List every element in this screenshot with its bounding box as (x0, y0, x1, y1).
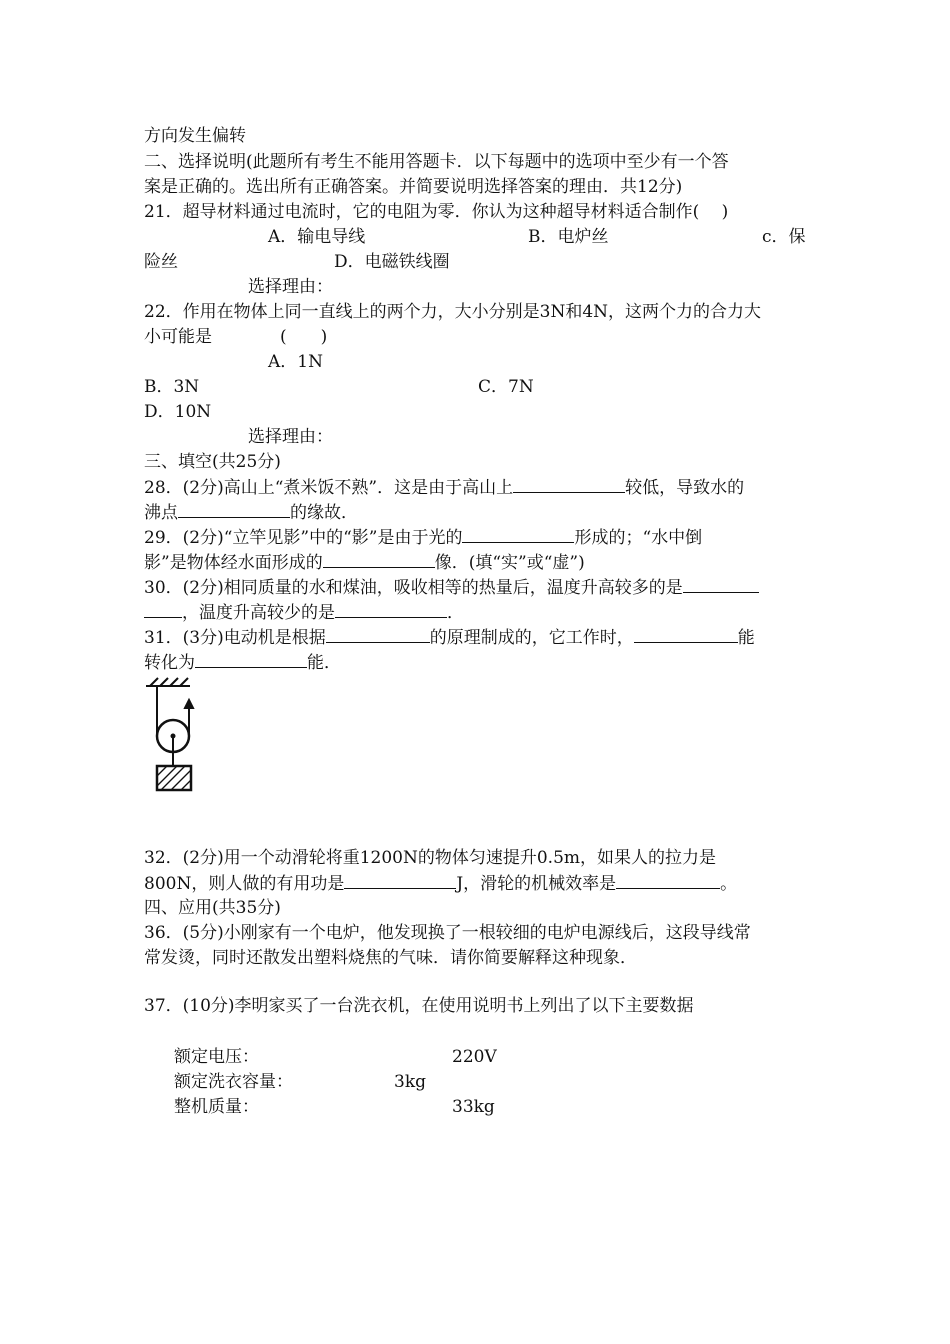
answer-blank[interactable] (513, 475, 625, 493)
answer-blank[interactable] (326, 625, 430, 643)
question-37: 37．(10分)李明家买了一台洗衣机，在使用说明书上列出了以下主要数据 (144, 996, 694, 1016)
text-line (144, 871, 737, 896)
spec-label: 整机质量： (174, 1097, 259, 1117)
text-line (144, 600, 464, 625)
pulley-axle (171, 734, 176, 739)
answer-blank[interactable] (616, 871, 720, 889)
option-a: A．1N (268, 352, 323, 372)
text: 转化为 (144, 653, 195, 673)
question-22: 22．作用在物体上同一直线上的两个力，大小分别是3N和4N，这两个力的合力大 (144, 302, 762, 322)
question-31 (144, 625, 755, 650)
spec-value: 3kg (394, 1072, 426, 1092)
text: 能 (737, 628, 755, 648)
text: 28．(2分)高山上“煮米饭不熟”．这是由于高山上 (144, 478, 514, 498)
text: J，滑轮的机械效率是 (456, 874, 617, 894)
answer-blank[interactable] (462, 525, 574, 543)
weight-block (157, 766, 191, 790)
spec-value: 220V (452, 1047, 497, 1067)
text: 形成的；“水中倒 (574, 528, 703, 548)
text: 30．(2分)相同质量的水和煤油，吸收相等的热量后，温度升高较多的是 (144, 578, 683, 598)
ceiling-hatch (146, 678, 190, 686)
question-28 (144, 475, 744, 500)
text-line: 小可能是 ( ) (144, 327, 328, 347)
text: 像．(填“实”或“虚”) (434, 553, 585, 573)
text: 。 (720, 874, 738, 894)
text: 的缘故． (290, 503, 358, 523)
text-line (144, 550, 585, 575)
option-c: c．保 (762, 227, 806, 247)
pulley-diagram (144, 676, 204, 794)
section-4-heading: 四、应用(共35分) (144, 898, 281, 918)
text: 能． (307, 653, 341, 673)
option-a: A．输电导线 (268, 227, 366, 247)
answer-blank[interactable] (178, 500, 290, 518)
text: ． (447, 603, 464, 623)
answer-blank[interactable] (683, 575, 759, 593)
question-30 (144, 575, 759, 600)
text-line: 方向发生偏转 (144, 126, 246, 146)
answer-blank[interactable] (195, 650, 307, 668)
text-line: 案是正确的。选出所有正确答案。并简要说明选择答案的理由．共12分) (144, 177, 683, 197)
text: 29．(2分)“立竿见影”中的“影”是由于光的 (144, 528, 463, 548)
spec-label: 额定洗衣容量： (174, 1072, 293, 1092)
question-29 (144, 525, 702, 550)
reason-label: 选择理由： (248, 277, 333, 297)
text: 31．(3分)电动机是根据 (144, 628, 326, 648)
text: ，温度升高较少的是 (182, 603, 335, 623)
text: 较低，导致水的 (625, 478, 745, 498)
text-line: 常发烫，同时还散发出塑料烧焦的气味．请你简要解释这种现象． (144, 948, 637, 968)
option-b: B．电炉丝 (528, 227, 609, 247)
text: 影”是物体经水面形成的 (144, 553, 323, 573)
text: 沸点 (144, 503, 178, 523)
answer-blank[interactable] (323, 550, 435, 568)
answer-blank[interactable] (344, 871, 456, 889)
question-21: 21．超导材料通过电流时，它的电阻为零．你认为这种超导材料适合制作( ) (144, 202, 729, 222)
text-line (144, 650, 341, 675)
text: 800N，则人做的有用功是 (144, 874, 345, 894)
answer-blank[interactable] (144, 600, 182, 618)
option-b: B．3N (144, 377, 200, 397)
option-c: C．7N (478, 377, 534, 397)
answer-blank[interactable] (634, 625, 738, 643)
question-32: 32．(2分)用一个动滑轮将重1200N的物体匀速提升0.5m，如果人的拉力是 (144, 848, 717, 868)
reason-label: 选择理由： (248, 427, 333, 447)
text: 的原理制成的，它工作时， (429, 628, 634, 648)
section-3-heading: 三、填空(共25分) (144, 452, 281, 472)
answer-blank[interactable] (335, 600, 447, 618)
spec-value: 33kg (452, 1097, 495, 1117)
question-36: 36．(5分)小刚家有一个电炉，他发现换了一根较细的电炉电源线后，这段导线常 (144, 923, 751, 943)
section-2-heading: 二、选择说明(此题所有考生不能用答题卡．以下每题中的选项中至少有一个答 (144, 152, 729, 172)
option-d: D．电磁铁线圈 (334, 252, 450, 272)
spec-label: 额定电压： (174, 1047, 259, 1067)
text-line (144, 500, 358, 525)
option-d: D．10N (144, 402, 212, 422)
option-c-continued: 险丝 (144, 252, 178, 272)
